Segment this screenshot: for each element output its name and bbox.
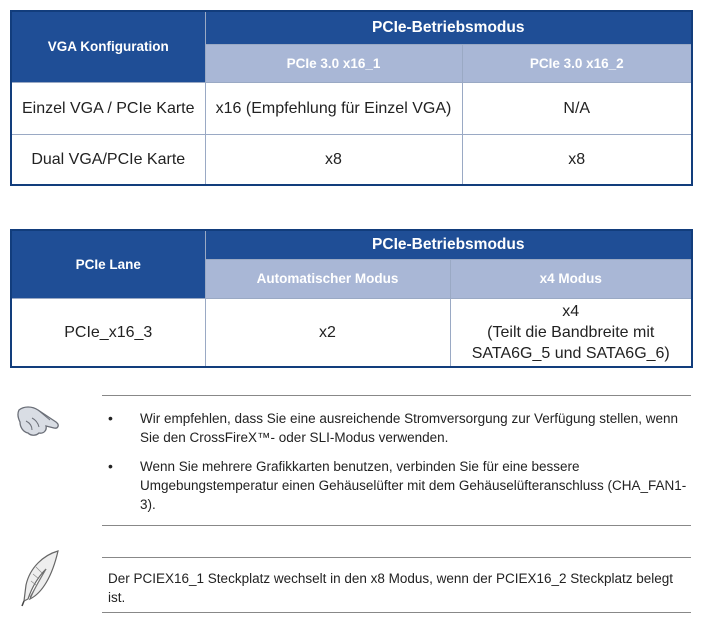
pcie-slot2-header: PCIe 3.0 x16_2 (462, 44, 692, 82)
pcie-lane-table (10, 229, 693, 368)
pointing-hand-icon (16, 400, 66, 440)
x4-mode-header: x4 Modus (450, 259, 692, 298)
bullet-glyph: • (108, 410, 113, 426)
table-cell (450, 298, 692, 367)
row-label: PCIe_x16_3 (11, 298, 205, 367)
cell-line: SATA6G_5 und SATA6G_6) (471, 344, 670, 362)
note-top-divider (102, 395, 691, 396)
vga-config-header: VGA Konfiguration (11, 11, 205, 82)
vga-config-table (10, 10, 693, 186)
pcie-mode-group-header: PCIe-Betriebsmodus (205, 230, 692, 259)
list-item (108, 409, 688, 447)
table-cell: x8 (462, 134, 692, 185)
table-cell: x2 (205, 298, 450, 367)
bullet-text: Wir empfehlen, dass Sie eine ausreichende Stromversorgung zur Verfügung stellen, wenn Sie den CrossFireX™- oder SLI-Modus verwenden. (140, 411, 679, 445)
note-bottom-divider (102, 525, 691, 526)
quill-note-top-divider (102, 557, 691, 558)
table-row (11, 82, 692, 134)
pcie-slot1-header: PCIe 3.0 x16_1 (205, 44, 462, 82)
table-cell: x16 (Empfehlung für Einzel VGA) (205, 82, 462, 134)
table-cell: N/A (462, 82, 692, 134)
quill-pen-icon (18, 549, 62, 607)
cell-line: x4 (562, 302, 580, 320)
quill-note-bottom-divider (102, 612, 691, 613)
row-label: Dual VGA/PCIe Karte (11, 134, 205, 185)
pcie-mode-group-header: PCIe-Betriebsmodus (205, 11, 692, 44)
auto-mode-header: Automatischer Modus (205, 259, 450, 298)
bullet-list (108, 409, 688, 524)
pcie-lane-header: PCIe Lane (11, 230, 205, 298)
bullet-glyph: • (108, 458, 113, 474)
table-row (11, 134, 692, 185)
row-label: Einzel VGA / PCIe Karte (11, 82, 205, 134)
cell-line: (Teilt die Bandbreite mit (487, 323, 655, 341)
table-cell: x8 (205, 134, 462, 185)
bullet-text: Wenn Sie mehrere Grafikkarten benutzen, verbinden Sie für eine bessere Umgebungstemperatur einen Gehäuselüfter mit dem Gehäuselüfteranschluss (CHA_FAN1-3). (140, 459, 687, 512)
list-item (108, 457, 688, 514)
quill-note-text: Der PCIEX16_1 Steckplatz wechselt in den x8 Modus, wenn der PCIEX16_2 Steckplatz belegt ist. (108, 571, 674, 605)
table-row (11, 298, 692, 367)
